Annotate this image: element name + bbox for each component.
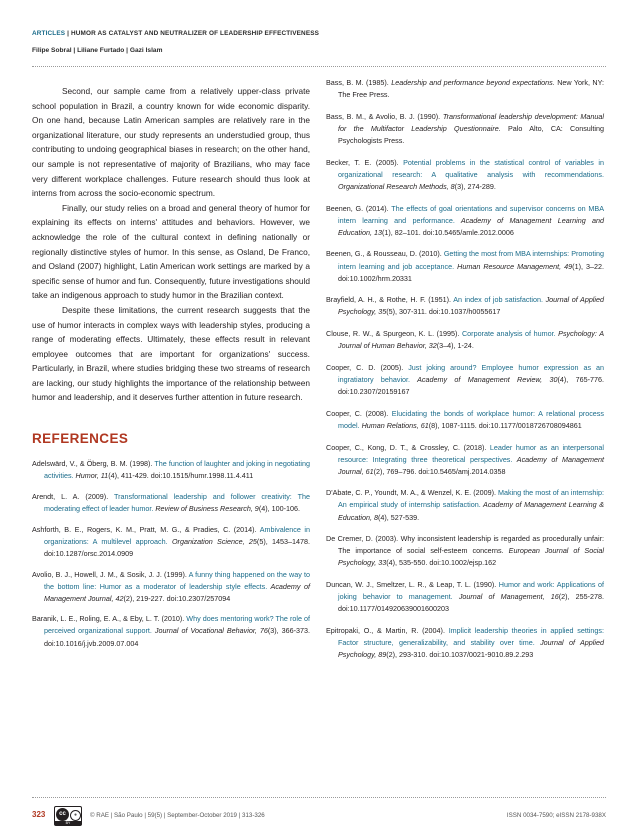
reference-source: Journal of Applied Psychology, 89 [338, 638, 604, 660]
reference-entry [326, 203, 604, 239]
reference-source: Human Resource Management, 49 [454, 261, 573, 271]
reference-authors: Clouse, R. W., & Spurgeon, K. L. (1995). [326, 329, 462, 339]
reference-authors: Bass, B. M. (1985). [326, 78, 392, 87]
section-label: ARTICLES [32, 30, 66, 37]
running-header [32, 30, 606, 54]
attribution-person-icon: ● [70, 810, 81, 821]
body-paragraph: Second, our sample came from a relatively upper-class private school population in Brazil, a country known for wide economic disparity. On one hand, because Latin American samples are relatively rare in the organizational literature, our study represents an understudied group, thus contributing to undoing geographical biases in research; on the other hand, our sample is not representative of majority of Brazilians, who may face very different workplace challenges. Future research should thus look at interns from across the socio-economic spectrum. [32, 86, 310, 199]
reference-source: Organization Science, 25 [167, 536, 257, 546]
reference-details: (3–4), 1-24. [436, 341, 474, 351]
reference-details: New York, NY: The Free Press. [338, 78, 605, 100]
reference-source: European Journal of Social Psychology, 33 [338, 546, 604, 568]
reference-source: Transformational leadership development: Manual for the Multifactor Leadership Questionnaire. [338, 111, 604, 133]
reference-source: Journal of Management, 16 [452, 592, 559, 602]
reference-entry [326, 111, 604, 147]
reference-title-link[interactable]: The effects of goal orientations and supervisor concerns on MBA intern learning and performance. [338, 203, 604, 225]
reference-details: (4), 535-550. doi:10.1002/ejsp.162 [386, 558, 497, 568]
reference-source: Journal of Vocational Behavior, 76 [151, 626, 268, 636]
reference-title-link[interactable]: Implicit leadership theories in applied settings: Factor structure, generalizability, and stability over time. [338, 626, 605, 648]
references-heading: REFERENCES [32, 431, 129, 447]
reference-details: (4), 411-429. doi:10.1515/humr.1998.11.4.411 [108, 471, 254, 481]
left-column [32, 84, 310, 658]
reference-title-link[interactable]: A funny thing happened on the way to the bottom line: Humor as a moderator of leadership style effects. [44, 569, 310, 591]
reference-details: (1), 82–101. doi:10.5465/amle.2012.0006 [381, 227, 514, 237]
reference-details: (8), 1087-1115. doi:10.1177/0018726708094861 [428, 420, 582, 430]
reference-source: Psychology: A Journal of Human Behavior, 32 [338, 329, 604, 351]
reference-title-link[interactable]: Leader humor as an interpersonal resource: Integrating three theoretical perspectives. [338, 442, 604, 464]
reference-authors: Cooper, C. D. (2005). [326, 362, 409, 372]
reference-title-link[interactable]: Why does mentoring work? The role of perceived organizational support. [44, 614, 310, 636]
reference-details: (2), 769–796. doi:10.5465/amj.2014.0358 [373, 466, 506, 476]
reference-authors: Epitropaki, O., & Martin, R. (2004). [326, 626, 449, 635]
body-paragraph: Finally, our study relies on a broad and general theory of humor for explaining its effects on interns' attitudes and behaviors. However, we acknowledge the role of the cultural context in defining nationally or regionally distinctive styles of humor. In this sense, as Osland, De Franco, and Osland (2007) highlight, Latin American work settings are marked by a specific sense of humor and fun. Consequently, future investigations should take an indigenous approach to study humor in the Brazilian context. [32, 202, 310, 301]
body-paragraph: Despite these limitations, the current research suggests that the use of humor interacts in complex ways with leadership styles, producing a range of moderating effects. Ultimately, these effects result in relevant employee outcomes that are important for organizations' success. Particularly, in Brazil, where studies bridging these two streams of research are lacking, our study highlights the importance of the relationship between humor and leadership, and it deserves further attention in future research. [32, 304, 310, 403]
reference-title-link[interactable]: An index of job satisfaction. [453, 295, 544, 305]
reference-entry [326, 408, 604, 432]
running-title: ARTICLES | HUMOR AS CATALYST AND NEUTRALIZER OF LEADERSHIP EFFECTIVENESS [32, 30, 320, 37]
reference-details: (4), 765-776. doi:10.2307/20159167 [338, 374, 604, 397]
cc-badge: cc [56, 808, 69, 821]
reference-authors: Bass, B. M., & Avolio, B. J. (1990). [326, 111, 443, 121]
reference-entry [32, 491, 310, 515]
reference-entry [326, 328, 604, 352]
reference-details: (2), 219-227. doi:10.2307/257094 [123, 593, 231, 603]
references-list-right [326, 77, 604, 661]
reference-details: (4), 527-539. [377, 512, 420, 522]
cc-by-label: BY [55, 821, 81, 825]
issn: ISSN 0034-7590; eISSN 2178-938X [506, 812, 606, 819]
reference-authors: Ashforth, B. E., Rogers, K. M., Pratt, M. G., & Pradies, C. (2014). [32, 524, 260, 534]
reference-source: Review of Business Research, 9 [153, 503, 259, 513]
reference-entry [326, 362, 604, 398]
reference-details: (3), 274-289. [454, 181, 496, 191]
reference-entry [32, 458, 310, 482]
reference-authors: Arendt, L. A. (2009). [32, 491, 115, 501]
reference-authors: Adelswärd, V., & Öberg, B. M. (1998). [32, 459, 155, 469]
reference-entry [326, 77, 604, 101]
reference-authors: Becker, T. E. (2005). [326, 157, 404, 167]
reference-title-link[interactable]: Getting the most from MBA internships: Promoting intern learning and job acceptance. [338, 249, 604, 271]
reference-title-link[interactable]: Ambivalence in organizations: A multilevel approach. [44, 524, 310, 546]
article-title: HUMOR AS CATALYST AND NEUTRALIZER OF LEADERSHIP EFFECTIVENESS [70, 30, 320, 37]
reference-authors: Brayfield, A. H., & Rothe, H. F. (1951). [326, 295, 454, 305]
reference-details: Palo Alto, CA: Consulting Psychologists Press. [338, 123, 604, 145]
reference-title-link[interactable]: Humor and work: Applications of joking behavior to management. [338, 580, 604, 602]
reference-details: (2), 255-278. doi:10.1177/014920639001600203 [338, 592, 605, 614]
reference-source: Academy of Management Learning and Education, 13 [338, 215, 604, 237]
reference-title-link[interactable]: Corporate analysis of humor. [461, 329, 556, 339]
reference-entry [326, 533, 604, 569]
right-column [326, 77, 604, 671]
reference-entry [326, 579, 604, 615]
reference-details: (1), 3–22. doi:10.1002/hrm.20331 [338, 261, 604, 283]
reference-source: Academy of Management Journal, 61 [338, 454, 604, 476]
reference-title-link[interactable]: Making the most of an internship: An empirical study of internship satisfaction. [338, 488, 605, 510]
reference-details: (5), 1453–1478. doi:10.1287/orsc.2014.0909 [44, 536, 310, 558]
reference-entry [326, 157, 604, 193]
reference-entry [326, 442, 604, 478]
reference-source: Academy of Management Review, 30 [410, 374, 558, 384]
reference-entry [326, 487, 604, 523]
page-number: 323 [32, 810, 46, 819]
reference-authors: Duncan, W. J., Smeltzer, L. R., & Leap, T. L. (1990). [326, 580, 499, 590]
authors-line: Filipe Sobral | Liliane Furtado | Gazi Islam [32, 47, 163, 54]
reference-source: Human Relations, 61 [359, 420, 429, 430]
reference-authors: Beenen, G., & Rousseau, D. (2010). [326, 249, 444, 259]
reference-source: Academy of Management Journal, 42 [44, 581, 310, 603]
reference-authors: Baranik, L. E., Roling, E. A., & Eby, L. T. (2010). [32, 614, 187, 624]
reference-source: Humor, 11 [73, 471, 109, 481]
reference-authors: Cooper, C. (2008). [326, 408, 392, 418]
header-divider [32, 66, 606, 67]
reference-details: (5), 307-311. doi:10.1037/h0055617 [386, 307, 501, 317]
page-footer [32, 806, 606, 826]
reference-entry [326, 294, 604, 318]
reference-authors: De Cremer, D. (2003). Why inconsistent leadership is regarded as procedurally unfair: The importance of social self-esteem concerns. [326, 534, 604, 556]
reference-source: Organizational Research Methods, 8 [338, 181, 455, 191]
reference-entry [32, 613, 310, 649]
reference-source: Academy of Management Learning & Education, 8 [338, 500, 604, 522]
footer-divider [32, 797, 606, 798]
reference-source: Leadership and performance beyond expectations. [391, 78, 555, 87]
cc-license-icon[interactable] [54, 806, 82, 826]
reference-title-link[interactable]: Elucidating the bonds of workplace humor: A relational process model. [338, 408, 604, 430]
reference-source: Journal of Applied Psychology, 35 [338, 295, 604, 317]
reference-title-link[interactable]: Potential problems in the statistical control of variables in organizational research: A qualitative analysis with recommendations. [338, 157, 605, 179]
reference-title-link[interactable]: The function of laughter and joking in negotiating activities. [44, 459, 310, 481]
reference-entry [32, 524, 310, 560]
journal-citation: © RAE | São Paulo | 59(5) | September-October 2019 | 313-326 [90, 812, 265, 819]
reference-authors: D'Abate, C. P., Youndt, M. A., & Wenzel, K. E. (2009). [326, 488, 498, 498]
reference-entry [326, 248, 604, 284]
reference-entry [326, 625, 604, 661]
reference-authors: Beenen, G. (2014). [326, 203, 392, 213]
reference-entry [32, 569, 310, 605]
references-list-left [32, 458, 310, 650]
reference-authors: Cooper, C., Kong, D. T., & Crossley, C. (2018). [326, 442, 490, 452]
reference-authors: Avolio, B. J., Howell, J. M., & Sosik, J. J. (1999). [32, 569, 189, 579]
reference-details: (2), 293-310. doi:10.1037/0021-9010.89.2.293 [386, 650, 534, 660]
reference-title-link[interactable]: Just joking around? Employee humor expression as an ingratiatory behavior. [338, 362, 604, 384]
reference-details: (3), 366-373. doi:10.1016/j.jvb.2009.07.004 [44, 626, 310, 648]
reference-title-link[interactable]: Transformational leadership and follower creativity: The moderating effect of leader humor. [44, 491, 310, 513]
reference-details: (4), 100-106. [258, 503, 300, 513]
